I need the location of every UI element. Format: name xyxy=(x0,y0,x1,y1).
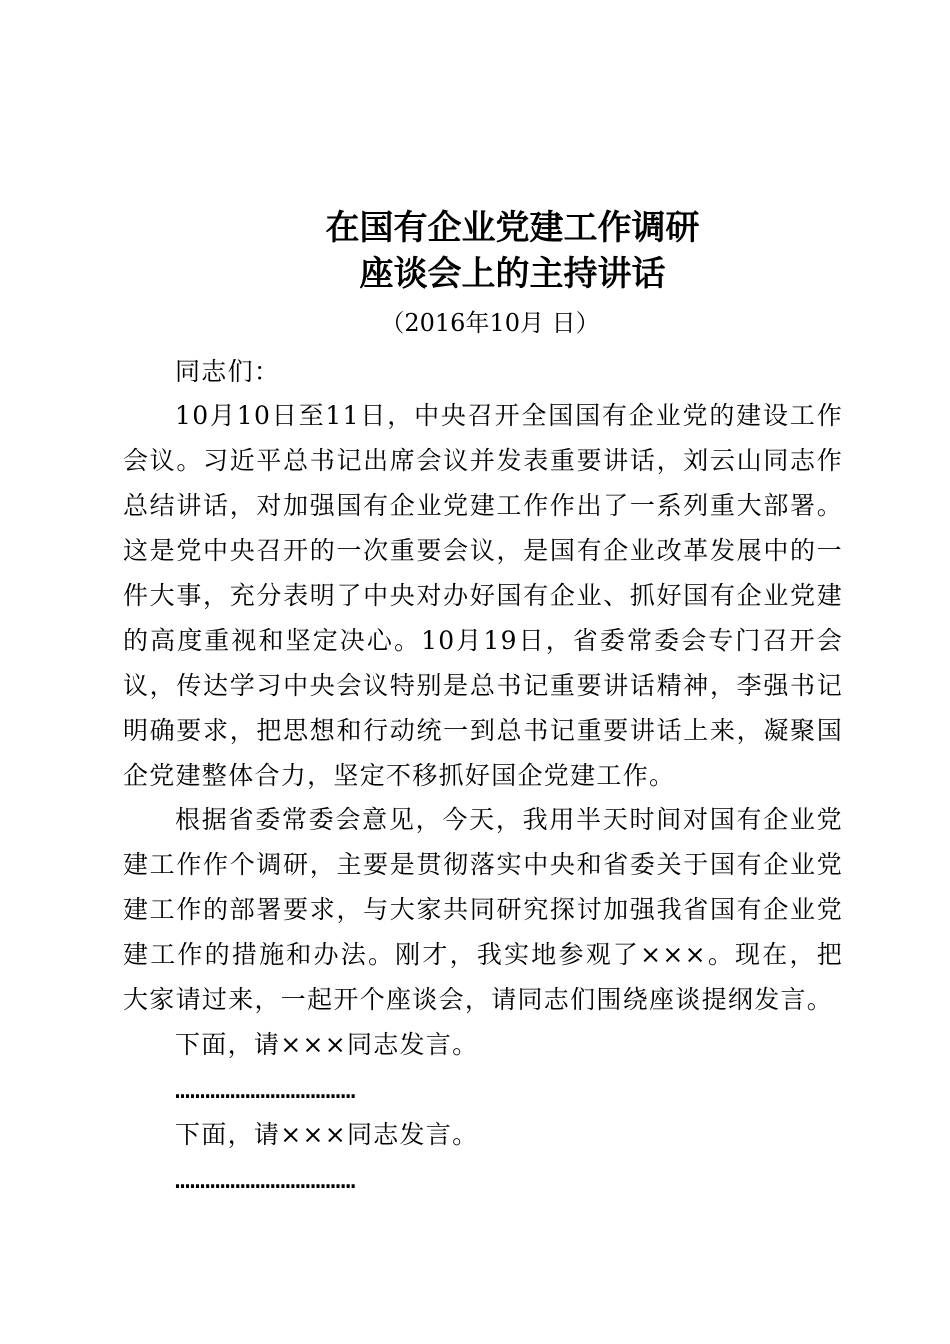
speaker-call-2-text: 下面，请×××同志发言。 xyxy=(175,1120,479,1149)
paragraph-2-text: 根据省委常委会意见，今天，我用半天时间对国有企业党建工作作个调研，主要是贯彻落实中央和省委关于国有企业党建工作的部署要求，与大家共同研究探讨加强我省国有企业党建工作的措施和办法。刚才，我实地参观了×××。现在，把大家请过来，一起开个座谈会，请同志们围绕座谈提纲发言。 xyxy=(123,805,843,1014)
paragraph-1 xyxy=(123,393,843,798)
document-title-line2: 座谈会上的主持讲话 xyxy=(359,254,666,294)
speaker-call-1 xyxy=(123,1022,843,1067)
document-date: （2016年10月 日） xyxy=(380,309,600,337)
ellipsis-2-text: ……………………………… xyxy=(175,1165,356,1194)
document-title-line1: 在国有企业党建工作调研 xyxy=(325,208,700,248)
ellipsis-1 xyxy=(123,1067,843,1112)
ellipsis-1-text: ……………………………… xyxy=(175,1075,356,1104)
salutation-text: 同志们： xyxy=(175,357,281,386)
speaker-call-2 xyxy=(123,1112,843,1157)
ellipsis-2 xyxy=(123,1157,843,1202)
salutation xyxy=(123,349,843,394)
paragraph-1-text: 10月10日至11日，中央召开全国国有企业党的建设工作会议。习近平总书记出席会议并发表重要讲话，刘云山同志作总结讲话，对加强国有企业党建工作作出了一系列重大部署。这是党中央召开的一次重要会议，是国有企业改革发展中的一件大事，充分表明了中央对办好国有企业、抓好国有企业党建的高度重视和坚定决心。10月19日，省委常委会专门召开会议，传达学习中央会议特别是总书记重要讲话精神，李强书记明确要求，把思想和行动统一到总书记重要讲话上来，凝聚国企党建整体合力，坚定不移抓好国企党建工作。 xyxy=(123,401,843,790)
paragraph-2 xyxy=(123,797,843,1022)
speaker-call-1-text: 下面，请×××同志发言。 xyxy=(175,1030,479,1059)
